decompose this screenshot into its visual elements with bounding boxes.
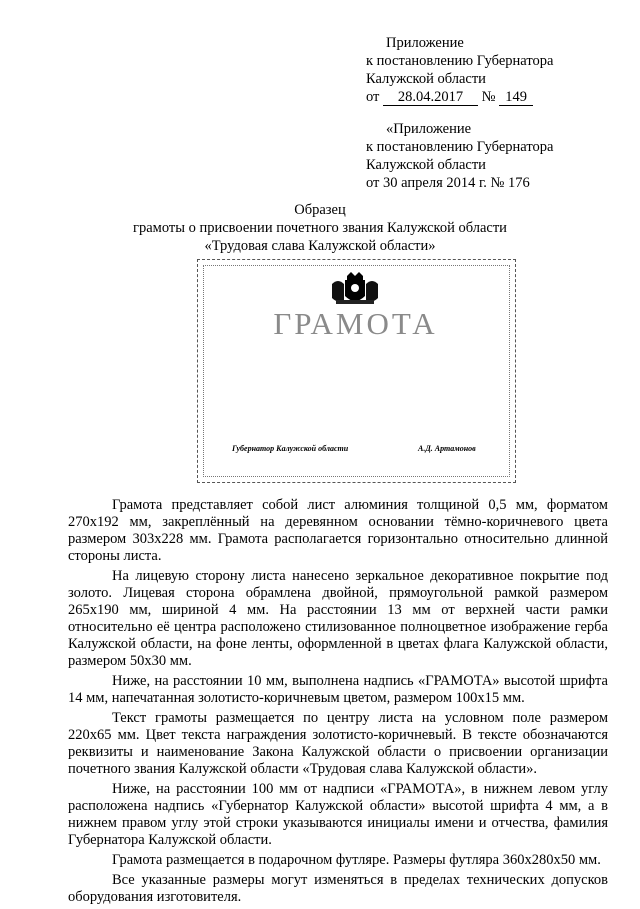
number-label: № <box>481 89 496 105</box>
paragraph: Ниже, на расстоянии 10 мм, выполнена надпись «ГРАМОТА» высотой шрифта 14 мм, напечатанная золотисто-коричневым цветом, размером 100х15 мм. <box>68 673 608 706</box>
paragraph: На лицевую сторону листа нанесено зеркальное декоративное покрытие под золото. Лицевая сторона обрамлена двойной, прямоугольной рамкой размером 265х190 мм, шириной 4 мм. На расстоянии 13 мм от верхней части рамки относительно её центра расположено стилизованное полноцветное изображение герба Калужской области, на фоне ленты, оформленной в цветах флага Калужской области, размером 50х30 мм. <box>68 568 608 669</box>
from-label: от <box>366 89 380 105</box>
paragraph: Текст грамоты размещается по центру листа на условном поле размером 220х65 мм. Цвет текста награждения золотисто-коричневый. В тексте обозначаются реквизиты и наименование Закона Калужской области о присвоении организации почетного звания Калужской области «Трудовая слава Калужской области». <box>68 710 608 777</box>
appendix-line-2: к постановлению Губернатора <box>366 53 554 69</box>
paragraph: Все указанные размеры могут изменяться в пределах технических допусков оборудования изготовителя. <box>68 872 608 905</box>
governor-signature-label: Губернатор Калужской области <box>232 444 349 453</box>
paragraph: Грамота представляет собой лист алюминия толщиной 0,5 мм, форматом 270х192 мм, закреплённый на деревянном основании тёмно-коричневого цвета размером 303х228 мм. Грамота располагается горизонтально относительно длинной стороны листа. <box>68 497 608 564</box>
prev-appendix-line-2: к постановлению Губернатора <box>366 139 554 155</box>
governor-name: А.Д. Артамонов <box>418 444 476 453</box>
decree-date: 28.04.2017 <box>383 90 478 106</box>
appendix-line-3: Калужской области <box>366 71 486 87</box>
description-text <box>68 497 608 909</box>
prev-appendix-line-4: от 30 апреля 2014 г. № 176 <box>366 175 530 191</box>
coat-of-arms-icon <box>330 270 380 306</box>
previous-appendix-header <box>366 120 636 192</box>
document-title <box>0 201 640 255</box>
prev-appendix-label: «Приложение <box>386 121 472 137</box>
appendix-label: Приложение <box>386 35 464 51</box>
decree-number: 149 <box>499 90 533 106</box>
current-appendix-header <box>366 34 636 106</box>
title-line-2: грамоты о присвоении почетного звания Калужской области <box>133 220 507 236</box>
paragraph: Грамота размещается в подарочном футляре. Размеры футляра 360х280х50 мм. <box>112 852 601 868</box>
paragraph: Ниже, на расстоянии 100 мм от надписи «ГРАМОТА», в нижнем левом углу расположена надпись «Губернатор Калужской области» высотой шрифта 4 мм, а в нижнем правом углу этой строки указываются инициалы имени и отчества, фамилия Губернатора Калужской области. <box>68 781 608 848</box>
title-line-1: Образец <box>294 202 346 218</box>
gramota-heading: ГРАМОТА <box>273 306 438 341</box>
prev-appendix-line-3: Калужской области <box>366 157 486 173</box>
appendix-date-line <box>366 88 636 106</box>
title-line-3: «Трудовая слава Калужской области» <box>204 238 436 254</box>
